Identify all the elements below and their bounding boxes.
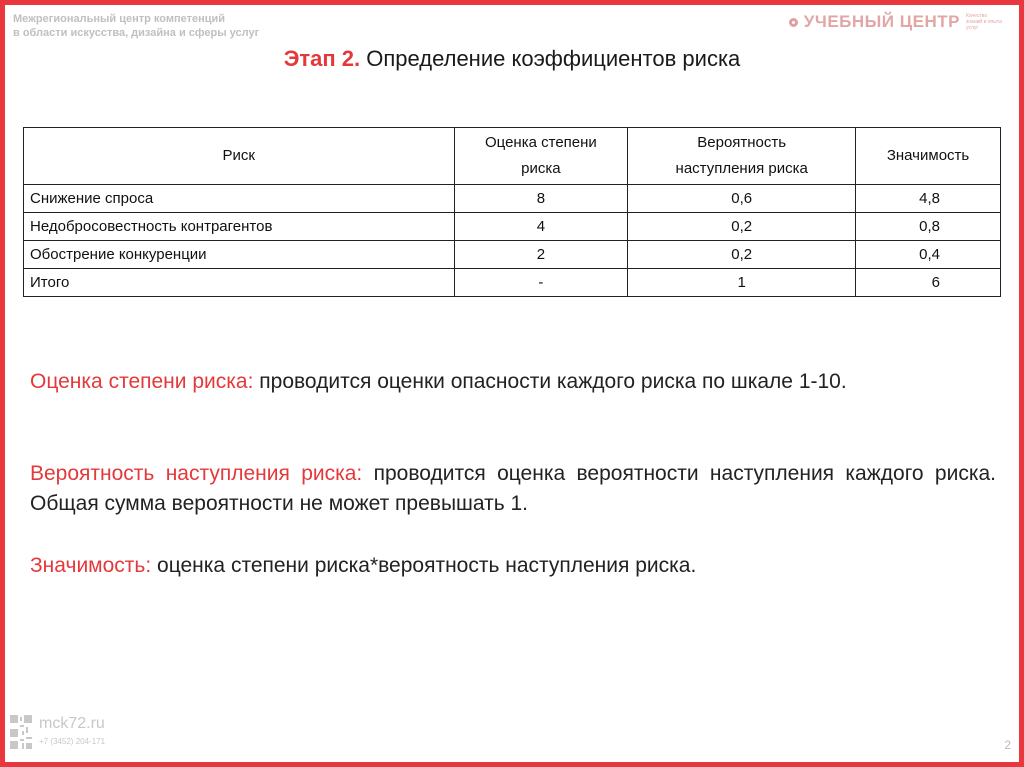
title-text: Определение коэффициентов риска [366, 46, 741, 71]
header-significance: Значимость [856, 128, 1001, 185]
cell-score: - [454, 269, 628, 297]
definition-text: проводится оценка вероятности наступления каждого риска. Общая сумма вероятности не может превышать 1. [30, 462, 996, 515]
stage-label: Этап 2. [283, 46, 361, 71]
cell-probability: 0,2 [628, 213, 856, 241]
org-name-line1: Межрегиональный центр компетенций [13, 13, 226, 25]
table-header-row [24, 128, 1001, 185]
risk-table [23, 127, 1001, 297]
footer-site: mck72.ru [39, 715, 105, 732]
cell-probability: 1 [628, 269, 856, 297]
brand-circle-icon [789, 18, 798, 27]
cell-significance: 4,8 [856, 185, 1001, 213]
cell-risk: Обострение конкуренции [24, 241, 455, 269]
brand-logo [789, 12, 1002, 32]
definition-text: проводится оценки опасности каждого риска по шкале 1-10. [259, 370, 847, 393]
header-score-line1: Оценка степени [485, 134, 597, 151]
definition-text: оценка степени риска*вероятность наступления риска. [157, 554, 697, 577]
cell-significance: 0,4 [856, 241, 1001, 269]
cell-probability: 0,6 [628, 185, 856, 213]
page-number: 2 [1004, 738, 1011, 752]
header-risk: Риск [24, 128, 455, 185]
brand-name: УЧЕБНЫЙ ЦЕНТР [803, 12, 960, 31]
slide-title [0, 46, 1024, 72]
cell-risk: Снижение спроса [24, 185, 455, 213]
header-score-line2: риска [521, 160, 561, 177]
cell-score: 4 [454, 213, 628, 241]
cell-score: 8 [454, 185, 628, 213]
cell-significance: 6 [856, 269, 1001, 297]
cell-risk: Недобросовестность контрагентов [24, 213, 455, 241]
cell-significance: 0,8 [856, 213, 1001, 241]
qr-code-icon [10, 715, 32, 749]
definition-term: Оценка степени риска: [30, 370, 254, 393]
definition-risk-probability [30, 459, 996, 519]
table-row [24, 213, 1001, 241]
header-probability-line1: Вероятность [697, 134, 787, 151]
header-probability [628, 128, 856, 185]
table-row [24, 241, 1001, 269]
definition-term: Значимость: [30, 554, 152, 577]
cell-risk: Итого [24, 269, 455, 297]
table-row [24, 185, 1001, 213]
table-row-total [24, 269, 1001, 297]
brand-tagline: Качество знаний и опыта услуг [966, 13, 1002, 31]
header-score [454, 128, 628, 185]
footer-phone: +7 (3452) 204-171 [39, 737, 106, 746]
org-name-line2: в области искусства, дизайна и сферы услуг [13, 27, 260, 39]
definition-significance [30, 551, 996, 581]
header-probability-line2: наступления риска [675, 160, 808, 177]
definition-risk-score [30, 367, 996, 397]
cell-probability: 0,2 [628, 241, 856, 269]
definition-term: Вероятность наступления риска: [30, 462, 363, 485]
cell-score: 2 [454, 241, 628, 269]
org-name [13, 12, 259, 40]
